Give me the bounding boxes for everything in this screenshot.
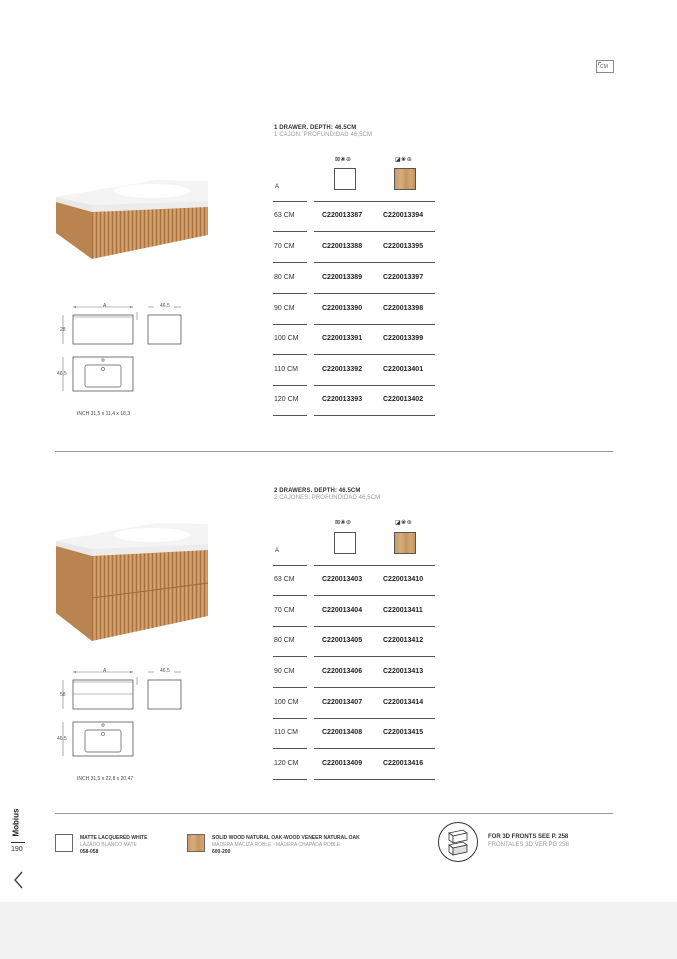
table-row	[273, 566, 435, 596]
row-divider	[273, 748, 307, 749]
wood-finish-symbols: ◪❀⊛	[395, 520, 413, 526]
table-row	[273, 689, 435, 719]
white-finish-symbols: ⊠❀⊛	[335, 520, 352, 526]
white-code-cell: C220013406	[322, 668, 363, 675]
section-subtitle: 1 CAJÓN. PROFUNDIDAD 46,5CM	[274, 132, 373, 138]
table-row	[273, 233, 435, 263]
white-finish-swatch	[334, 532, 356, 554]
table-row	[273, 597, 435, 627]
table-row	[273, 202, 435, 232]
page-divider	[11, 842, 25, 843]
row-divider	[314, 262, 435, 263]
dim-depth-label: 46,5	[160, 668, 170, 674]
dim-side-label: 46,5	[57, 736, 67, 742]
size-cell: 80 CM	[274, 637, 295, 644]
unit-badge	[596, 60, 614, 73]
table-row	[273, 719, 435, 749]
table-row	[273, 356, 435, 386]
row-divider	[314, 687, 435, 688]
size-cell: 90 CM	[274, 668, 295, 675]
wood-code-cell: C220013411	[383, 607, 423, 614]
legend-white-swatch	[55, 834, 73, 852]
wood-code-cell: C220013414	[383, 699, 424, 706]
white-code-cell: C220013388	[322, 243, 363, 250]
row-divider	[273, 687, 307, 688]
size-cell: 70 CM	[274, 607, 295, 614]
wood-code-cell: C220013402	[383, 396, 424, 403]
wood-code-cell: C220013395	[383, 243, 424, 250]
column-a-header: A	[275, 548, 280, 554]
table-row	[273, 264, 435, 294]
wood-code-cell: C220013399	[383, 335, 424, 342]
white-finish-swatch	[334, 168, 356, 190]
wood-code-cell: C220013416	[383, 760, 424, 767]
wood-code-cell: C220013394	[383, 212, 424, 219]
technical-drawing-one-drawer	[55, 298, 190, 398]
row-divider	[314, 293, 435, 294]
inch-dimensions: INCH 31,5 x 22,8 x 20,47	[77, 776, 134, 782]
column-a-header: A	[275, 184, 280, 190]
inch-dimensions: INCH 31,5 x 11,4 x 18,3	[77, 411, 130, 417]
white-code-cell: C220013408	[322, 729, 363, 736]
white-code-cell: C220013390	[322, 305, 363, 312]
section-divider	[55, 451, 613, 452]
white-code-cell: C220013409	[322, 760, 363, 767]
size-cell: 63 CM	[274, 212, 295, 219]
page-number: 190	[11, 846, 23, 853]
size-cell: 80 CM	[274, 274, 295, 281]
white-code-cell: C220013392	[322, 366, 363, 373]
legend-wood-title: SOLID WOOD NATURAL OAK-WOOD VENEER NATURAL OAK	[212, 835, 360, 841]
table-row	[273, 750, 435, 780]
white-finish-symbols: ⊠❀⊛	[335, 157, 352, 163]
row-divider	[314, 354, 435, 355]
table-row	[273, 386, 435, 416]
vanity-one-drawer-image	[52, 175, 214, 265]
dim-height-label: 28	[60, 327, 66, 333]
wood-finish-symbols: ◪❀⊛	[395, 157, 413, 163]
legend-white-sub: LAZADO BLANCO MATE	[80, 842, 137, 848]
wood-code-cell: C220013415	[383, 729, 424, 736]
row-divider	[273, 354, 307, 355]
size-cell: 100 CM	[274, 699, 299, 706]
back-arrow-icon[interactable]	[12, 870, 26, 890]
dim-width-label: A	[103, 668, 107, 674]
row-divider	[273, 262, 307, 263]
table-row	[273, 658, 435, 688]
legend-wood-swatch	[187, 834, 205, 852]
row-divider	[314, 656, 435, 657]
row-divider	[273, 293, 307, 294]
row-divider	[314, 231, 435, 232]
size-cell: 120 CM	[274, 396, 299, 403]
table-row	[273, 295, 435, 325]
table-row	[273, 325, 435, 355]
dim-width-label: A	[103, 303, 107, 309]
legend-wood-sub: MADERA MACIZA ROBLE - MADERA CHAPADA ROBLE	[212, 842, 341, 848]
size-cell: 110 CM	[274, 729, 298, 736]
row-divider	[273, 656, 307, 657]
dim-height-label: 58	[60, 692, 66, 698]
section-title: 2 DRAWERS. DEPTH: 46.5CM	[274, 488, 361, 494]
row-divider	[314, 779, 435, 780]
white-code-cell: C220013405	[322, 637, 363, 644]
white-code-cell: C220013389	[322, 274, 363, 281]
legend-white-title: MATTE LACQUERED WHITE	[80, 835, 148, 841]
vanity-two-drawers-image	[52, 518, 214, 646]
table-row	[273, 627, 435, 657]
white-code-cell: C220013403	[322, 576, 363, 583]
white-code-cell: C220013393	[322, 396, 363, 403]
legend-divider	[55, 813, 613, 814]
row-divider	[273, 595, 307, 596]
legend-white-code: 058-058	[80, 849, 99, 855]
wood-code-cell: C220013413	[383, 668, 424, 675]
wood-finish-swatch	[394, 168, 416, 190]
dim-side-label: 46,5	[57, 371, 67, 377]
size-cell: 100 CM	[274, 335, 299, 342]
legend-wood-code: 600-200	[212, 849, 231, 855]
size-cell: 90 CM	[274, 305, 295, 312]
row-divider	[314, 748, 435, 749]
row-divider	[273, 779, 307, 780]
wood-code-cell: C220013412	[383, 637, 424, 644]
section-title: 1 DRAWER. DEPTH: 46.5CM	[274, 125, 357, 131]
white-code-cell: C220013404	[322, 607, 363, 614]
wood-code-cell: C220013410	[383, 576, 424, 583]
row-divider	[273, 415, 307, 416]
white-code-cell: C220013391	[322, 335, 363, 342]
brand-name: Mobius	[11, 808, 21, 837]
3d-fronts-icon	[437, 821, 479, 863]
unit-label: CM	[600, 64, 609, 70]
brand-label	[10, 804, 28, 844]
wood-code-cell: C220013398	[383, 305, 424, 312]
wood-code-cell: C220013401	[383, 366, 424, 373]
row-divider	[314, 595, 435, 596]
size-cell: 110 CM	[274, 366, 298, 373]
size-cell: 120 CM	[274, 760, 299, 767]
row-divider	[273, 231, 307, 232]
legend-fronts-title[interactable]: FOR 3D FRONTS SEE P. 258	[488, 834, 569, 840]
technical-drawing-two-drawers	[55, 663, 190, 763]
size-cell: 70 CM	[274, 243, 295, 250]
dim-depth-label: 46,5	[160, 303, 170, 309]
row-divider	[314, 415, 435, 416]
size-cell: 63 CM	[274, 576, 295, 583]
legend-fronts-sub: FRONTALES 3D VER PG 258	[488, 842, 569, 848]
section-subtitle: 2 CAJONES. PROFUNDIDAD 46,5CM	[274, 495, 381, 501]
wood-code-cell: C220013397	[383, 274, 424, 281]
white-code-cell: C220013387	[322, 212, 363, 219]
viewer-footer	[0, 902, 677, 959]
wood-finish-swatch	[394, 532, 416, 554]
white-code-cell: C220013407	[322, 699, 363, 706]
